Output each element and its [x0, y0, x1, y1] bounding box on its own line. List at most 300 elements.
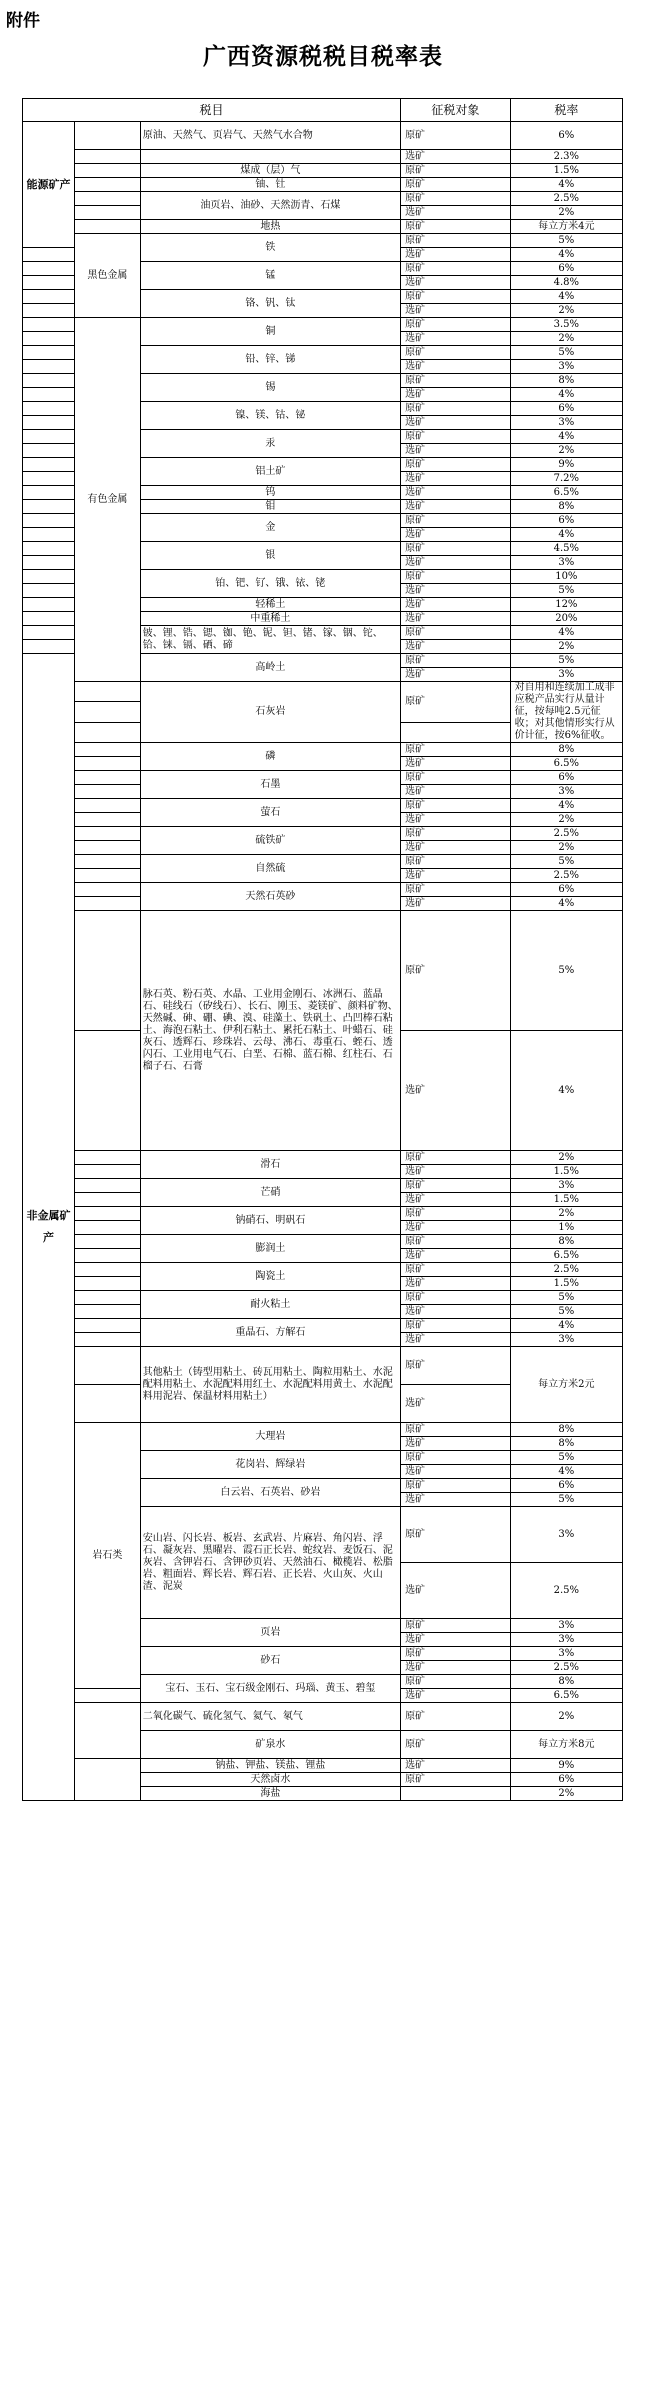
table-row: [23, 1319, 623, 1333]
object-cell: 选矿: [401, 1661, 511, 1675]
item-cell: 铅、锌、锑: [140, 346, 400, 374]
object-cell: 选矿: [401, 897, 511, 911]
object-cell: 选矿: [401, 813, 511, 827]
rate-cell: 1%: [510, 1221, 622, 1235]
object-cell: 选矿: [401, 1465, 511, 1479]
rate-cell: 6%: [510, 514, 622, 528]
item-cell: 中重稀土: [140, 612, 400, 626]
header-object: 征税对象: [401, 99, 511, 122]
object-cell: 原矿: [401, 1179, 511, 1193]
rate-cell: 8%: [510, 374, 622, 388]
item-cell: 锰: [140, 262, 400, 290]
subcategory-cell: [75, 1333, 141, 1347]
table-row: [23, 178, 623, 192]
object-cell: 选矿: [401, 841, 511, 855]
subcategory-cell: [75, 757, 141, 771]
item-cell: 钨: [140, 486, 400, 500]
subcategory-cell: [75, 1165, 141, 1179]
item-cell: 萤石: [140, 799, 400, 827]
item-cell: 铍、锂、锆、锶、铷、铯、铌、钽、锗、镓、铟、铊、铪、铼、镉、硒、碲: [140, 626, 400, 654]
subcategory-cell: [75, 869, 141, 883]
rate-cell: 4%: [510, 897, 622, 911]
item-cell: 硫铁矿: [140, 827, 400, 855]
rate-cell: 8%: [510, 1423, 622, 1437]
item-cell: 磷: [140, 743, 400, 771]
object-cell: 选矿: [401, 668, 511, 682]
object-cell: 原矿: [401, 1507, 511, 1563]
table-row: [23, 1703, 623, 1731]
rate-cell: 5%: [510, 1451, 622, 1465]
rate-cell: 3%: [510, 1633, 622, 1647]
object-cell: 选矿: [401, 1689, 511, 1703]
item-cell: 耐火粘土: [140, 1291, 400, 1319]
subcategory-cell: [75, 1263, 141, 1277]
item-cell: 轻稀土: [140, 598, 400, 612]
category-cell: [23, 402, 75, 416]
rate-cell: 2%: [510, 304, 622, 318]
table-row: [23, 1151, 623, 1165]
category-cell: [23, 304, 75, 318]
rate-cell: 3%: [510, 416, 622, 430]
object-cell: 原矿: [401, 402, 511, 416]
rate-cell: 3%: [510, 1647, 622, 1661]
rate-cell: 5%: [510, 855, 622, 869]
rate-cell: 3%: [510, 785, 622, 799]
rate-cell: 3%: [510, 1333, 622, 1347]
object-cell: 原矿: [401, 178, 511, 192]
rate-cell: 3%: [510, 1619, 622, 1633]
rate-cell: 3%: [510, 1507, 622, 1563]
subcategory-cell: [75, 722, 141, 742]
rate-cell: 8%: [510, 1437, 622, 1451]
rate-cell: 4%: [510, 388, 622, 402]
item-cell: 原油、天然气、页岩气、天然气水合物: [140, 122, 400, 150]
object-cell: 原矿: [401, 220, 511, 234]
item-cell: 花岗岩、辉绿岩: [140, 1451, 400, 1479]
item-cell: 自然硫: [140, 855, 400, 883]
object-cell: 原矿: [401, 771, 511, 785]
item-cell: 大理岩: [140, 1423, 400, 1451]
object-cell: 原矿: [401, 1731, 511, 1759]
object-cell: 选矿: [401, 1305, 511, 1319]
item-cell: 银: [140, 542, 400, 570]
object-cell: 原矿: [401, 682, 511, 723]
category-cell: [23, 514, 75, 528]
item-cell: 金: [140, 514, 400, 542]
rate-cell: 3%: [510, 360, 622, 374]
rate-cell: 2.5%: [510, 1661, 622, 1675]
item-cell: 汞: [140, 430, 400, 458]
rate-cell: 4%: [510, 799, 622, 813]
object-cell: 原矿: [401, 1773, 511, 1787]
item-cell: 钠盐、钾盐、镁盐、锂盐: [140, 1759, 400, 1773]
object-cell: 原矿: [401, 542, 511, 556]
object-cell: 选矿: [401, 598, 511, 612]
category-cell: 非金属矿产: [23, 654, 75, 1801]
subcategory-cell: [75, 192, 141, 206]
rate-cell: 4%: [510, 430, 622, 444]
subcategory-cell: [75, 164, 141, 178]
rate-cell: 4.5%: [510, 542, 622, 556]
subcategory-cell: [75, 799, 141, 813]
table-row: [23, 234, 623, 248]
rate-cell: 2%: [510, 841, 622, 855]
table-row: [23, 318, 623, 332]
rate-cell: 8%: [510, 743, 622, 757]
item-cell: 石灰岩: [140, 682, 400, 743]
object-cell: 选矿: [401, 1385, 511, 1423]
object-cell: 选矿: [401, 1193, 511, 1207]
table-row: [23, 682, 623, 702]
object-cell: 选矿: [401, 640, 511, 654]
object-cell: 原矿: [401, 1619, 511, 1633]
rate-cell: 8%: [510, 500, 622, 514]
table-row: [23, 743, 623, 757]
rate-cell: 2%: [510, 1787, 622, 1801]
item-cell: 钼: [140, 500, 400, 514]
object-cell: 原矿: [401, 1151, 511, 1165]
subcategory-cell: [75, 897, 141, 911]
object-cell: 原矿: [401, 374, 511, 388]
item-cell: 铂、钯、钌、锇、铱、铑: [140, 570, 400, 598]
rate-cell: 5%: [510, 1493, 622, 1507]
rate-cell: 2%: [510, 1703, 622, 1731]
tax-rate-table: [22, 98, 623, 1801]
rate-cell: 每立方米4元: [510, 220, 622, 234]
rate-cell: 6.5%: [510, 1249, 622, 1263]
category-cell: [23, 276, 75, 290]
subcategory-cell: [75, 150, 141, 164]
object-cell: 原矿: [401, 743, 511, 757]
item-cell: 油页岩、油砂、天然沥青、石煤: [140, 192, 400, 220]
item-cell: 煤成（层）气: [140, 164, 400, 178]
object-cell: 选矿: [401, 1277, 511, 1291]
rate-cell: 4%: [510, 626, 622, 640]
object-cell: 选矿: [401, 757, 511, 771]
object-cell: 选矿: [401, 1249, 511, 1263]
subcategory-cell: [75, 1291, 141, 1305]
object-cell: 原矿: [401, 234, 511, 248]
rate-cell: 3.5%: [510, 318, 622, 332]
table-row: [23, 1263, 623, 1277]
rate-cell: 6.5%: [510, 1689, 622, 1703]
object-cell: 原矿: [401, 1319, 511, 1333]
rate-cell: 6%: [510, 883, 622, 897]
category-cell: [23, 500, 75, 514]
rate-cell: 6%: [510, 771, 622, 785]
item-cell: 铁: [140, 234, 400, 262]
rate-cell: 8%: [510, 1235, 622, 1249]
item-cell: 石墨: [140, 771, 400, 799]
item-cell: 页岩: [140, 1619, 400, 1647]
category-cell: [23, 542, 75, 556]
item-cell: 铝土矿: [140, 458, 400, 486]
rate-cell: 5%: [510, 1305, 622, 1319]
rate-cell: 2.3%: [510, 150, 622, 164]
subcategory-cell: [75, 1759, 141, 1801]
item-cell: 其他粘土（铸型用粘土、砖瓦用粘土、陶粒用粘土、水泥配料用粘土、水泥配料用红土、水泥配料用黄土、水泥配料用泥岩、保温材料用粘土）: [140, 1347, 400, 1423]
subcategory-cell: [75, 682, 141, 702]
rate-cell: 6%: [510, 1773, 622, 1787]
rate-cell: 5%: [510, 1291, 622, 1305]
rate-cell: 8%: [510, 1675, 622, 1689]
category-cell: [23, 346, 75, 360]
rate-cell: 6.5%: [510, 757, 622, 771]
object-cell: 原矿: [401, 827, 511, 841]
subcategory-cell: [75, 771, 141, 785]
rate-cell: 2.5%: [510, 827, 622, 841]
category-cell: [23, 262, 75, 276]
rate-cell: 对自用和连续加工成非应税产品实行从量计征，按每吨2.5元征收；对其他情形实行从价计征，按6%征收。: [510, 682, 622, 743]
subcategory-cell: [75, 1689, 141, 1703]
rate-cell: 6%: [510, 122, 622, 150]
table-header-row: [23, 99, 623, 122]
category-cell: 能源矿产: [23, 122, 75, 248]
item-cell: 镍、镁、钴、铋: [140, 402, 400, 430]
object-cell: 原矿: [401, 1703, 511, 1731]
rate-cell: 4%: [510, 1031, 622, 1151]
object-cell: 选矿: [401, 612, 511, 626]
object-cell: 选矿: [401, 150, 511, 164]
header-rate: 税率: [510, 99, 622, 122]
object-cell: 原矿: [401, 1675, 511, 1689]
rate-cell: 4%: [510, 290, 622, 304]
object-cell: 原矿: [401, 430, 511, 444]
rate-cell: 2%: [510, 332, 622, 346]
object-cell: 原矿: [401, 262, 511, 276]
table-row: [23, 1759, 623, 1773]
object-cell: 原矿: [401, 799, 511, 813]
object-cell: 原矿: [401, 1235, 511, 1249]
item-cell: 芒硝: [140, 1179, 400, 1207]
object-cell: 原矿: [401, 514, 511, 528]
rate-cell: 3%: [510, 1179, 622, 1193]
object-cell: 选矿: [401, 500, 511, 514]
rate-cell: 7.2%: [510, 472, 622, 486]
category-cell: [23, 332, 75, 346]
item-cell: 重晶石、方解石: [140, 1319, 400, 1347]
rate-cell: 2%: [510, 1151, 622, 1165]
object-cell: 原矿: [401, 883, 511, 897]
category-cell: [23, 598, 75, 612]
rate-cell: 5%: [510, 911, 622, 1031]
table-row: [23, 192, 623, 206]
table-row: [23, 1207, 623, 1221]
object-cell: 原矿: [401, 1647, 511, 1661]
category-cell: [23, 528, 75, 542]
object-cell: 选矿: [401, 1221, 511, 1235]
category-cell: [23, 626, 75, 640]
item-cell: 天然卤水: [140, 1773, 400, 1787]
subcategory-cell: 有色金属: [75, 318, 141, 682]
category-cell: [23, 444, 75, 458]
rate-cell: 6%: [510, 402, 622, 416]
subcategory-cell: [75, 1347, 141, 1385]
subcategory-cell: [75, 1151, 141, 1165]
category-cell: [23, 472, 75, 486]
object-cell: 选矿: [401, 785, 511, 799]
rate-cell: 2%: [510, 1207, 622, 1221]
subcategory-cell: [75, 1031, 141, 1151]
object-cell: 原矿: [401, 626, 511, 640]
rate-cell: 2%: [510, 206, 622, 220]
category-cell: [23, 318, 75, 332]
item-cell: 铀、钍: [140, 178, 400, 192]
object-cell: 选矿: [401, 332, 511, 346]
item-cell: 安山岩、闪长岩、板岩、玄武岩、片麻岩、角闪岩、浮石、凝灰岩、黑曜岩、霞石正长岩、蛇纹岩、麦饭石、泥灰岩、含钾岩石、含钾砂页岩、天然油石、橄榄岩、松脂岩、粗面岩、辉长岩、辉石岩、正长岩、火山灰、火山渣、泥炭: [140, 1507, 400, 1619]
item-cell: 砂石: [140, 1647, 400, 1675]
item-cell: 铜: [140, 318, 400, 346]
object-cell: 选矿: [401, 472, 511, 486]
subcategory-cell: [75, 122, 141, 150]
object-cell: 选矿: [401, 1333, 511, 1347]
rate-cell: 12%: [510, 598, 622, 612]
subcategory-cell: [75, 1319, 141, 1333]
item-cell: 高岭土: [140, 654, 400, 682]
item-cell: 宝石、玉石、宝石级金刚石、玛瑙、黄玉、碧玺: [140, 1675, 400, 1703]
object-cell: 选矿: [401, 1493, 511, 1507]
subcategory-cell: [75, 1221, 141, 1235]
item-cell: [140, 150, 400, 164]
category-cell: [23, 388, 75, 402]
object-cell: 原矿: [401, 654, 511, 668]
object-cell: [401, 1787, 511, 1801]
rate-cell: 20%: [510, 612, 622, 626]
table-row: [23, 883, 623, 897]
category-cell: [23, 430, 75, 444]
subcategory-cell: [75, 206, 141, 220]
subcategory-cell: [75, 1703, 141, 1759]
subcategory-cell: [75, 1277, 141, 1291]
category-cell: [23, 360, 75, 374]
object-cell: 原矿: [401, 1479, 511, 1493]
rate-cell: 1.5%: [510, 1165, 622, 1179]
rate-cell: 4%: [510, 248, 622, 262]
item-cell: 钠硝石、明矾石: [140, 1207, 400, 1235]
object-cell: 原矿: [401, 570, 511, 584]
object-cell: 选矿: [401, 584, 511, 598]
table-row: [23, 1179, 623, 1193]
table-row: [23, 771, 623, 785]
object-cell: 原矿: [401, 318, 511, 332]
object-cell: 原矿: [401, 1451, 511, 1465]
rate-cell: 每立方米8元: [510, 1731, 622, 1759]
item-cell: 地热: [140, 220, 400, 234]
object-cell: 选矿: [401, 1031, 511, 1151]
object-cell: 选矿: [401, 1165, 511, 1179]
subcategory-cell: [75, 1207, 141, 1221]
table-row: [23, 827, 623, 841]
category-cell: [23, 458, 75, 472]
subcategory-cell: [75, 785, 141, 799]
object-cell: 选矿: [401, 1437, 511, 1451]
table-row: [23, 122, 623, 136]
subcategory-cell: [75, 841, 141, 855]
object-cell: 选矿: [401, 388, 511, 402]
rate-cell: 4%: [510, 178, 622, 192]
page-title: 广西资源税税目税率表: [203, 43, 443, 70]
attachment-label: 附件: [6, 11, 40, 31]
rate-cell: 2.5%: [510, 1563, 622, 1619]
item-cell: 矿泉水: [140, 1731, 400, 1759]
object-cell: 原矿: [401, 1207, 511, 1221]
object-cell: 原矿: [401, 164, 511, 178]
table-row: [23, 220, 623, 234]
subcategory-cell: [75, 1235, 141, 1249]
subcategory-cell: [75, 813, 141, 827]
object-cell: 选矿: [401, 444, 511, 458]
table-body: [23, 122, 623, 1801]
rate-cell: 2%: [510, 444, 622, 458]
category-cell: [23, 416, 75, 430]
rate-cell: 4%: [510, 1465, 622, 1479]
object-cell: 原矿: [401, 290, 511, 304]
rate-cell: 4.8%: [510, 276, 622, 290]
table-row: [23, 164, 623, 178]
item-cell: 膨润土: [140, 1235, 400, 1263]
object-cell: 原矿: [401, 458, 511, 472]
table-row: [23, 1423, 623, 1437]
category-cell: [23, 612, 75, 626]
rate-cell: 2.5%: [510, 1263, 622, 1277]
item-cell: 海盐: [140, 1787, 400, 1801]
subcategory-cell: [75, 1193, 141, 1207]
item-cell: 二氧化碳气、硫化氢气、氦气、氡气: [140, 1703, 400, 1731]
rate-cell: 2.5%: [510, 192, 622, 206]
rate-cell: 6%: [510, 1479, 622, 1493]
rate-cell: 5%: [510, 654, 622, 668]
category-cell: [23, 584, 75, 598]
object-cell: 选矿: [401, 206, 511, 220]
subcategory-cell: [75, 1305, 141, 1319]
subcategory-cell: [75, 1249, 141, 1263]
object-cell: 选矿: [401, 1633, 511, 1647]
item-cell: 锡: [140, 374, 400, 402]
rate-cell: 6.5%: [510, 486, 622, 500]
object-cell: 原矿: [401, 1263, 511, 1277]
subcategory-cell: [75, 1385, 141, 1423]
subcategory-cell: [75, 855, 141, 869]
header-item: 税目: [23, 99, 401, 122]
item-cell: 铬、钒、钛: [140, 290, 400, 318]
category-cell: [23, 640, 75, 654]
object-cell: 选矿: [401, 1759, 511, 1773]
category-cell: [23, 374, 75, 388]
table-row: [23, 799, 623, 813]
rate-cell: 3%: [510, 556, 622, 570]
table-row: [23, 150, 623, 164]
rate-cell: 5%: [510, 234, 622, 248]
rate-cell: 1.5%: [510, 164, 622, 178]
object-cell: 选矿: [401, 304, 511, 318]
rate-cell: 2.5%: [510, 869, 622, 883]
rate-cell: 1.5%: [510, 1193, 622, 1207]
category-cell: [23, 486, 75, 500]
object-cell: 选矿: [401, 1563, 511, 1619]
object-cell: 选矿: [401, 276, 511, 290]
table-row: [23, 1291, 623, 1305]
rate-cell: 5%: [510, 346, 622, 360]
object-cell: 原矿: [401, 1423, 511, 1437]
rate-cell: 每立方米2元: [510, 1347, 622, 1423]
table-row: [23, 911, 623, 1031]
item-cell: 陶瓷土: [140, 1263, 400, 1291]
object-cell: 原矿: [401, 346, 511, 360]
category-cell: [23, 556, 75, 570]
object-cell: 选矿: [401, 528, 511, 542]
subcategory-cell: [75, 220, 141, 234]
subcategory-cell: [75, 178, 141, 192]
